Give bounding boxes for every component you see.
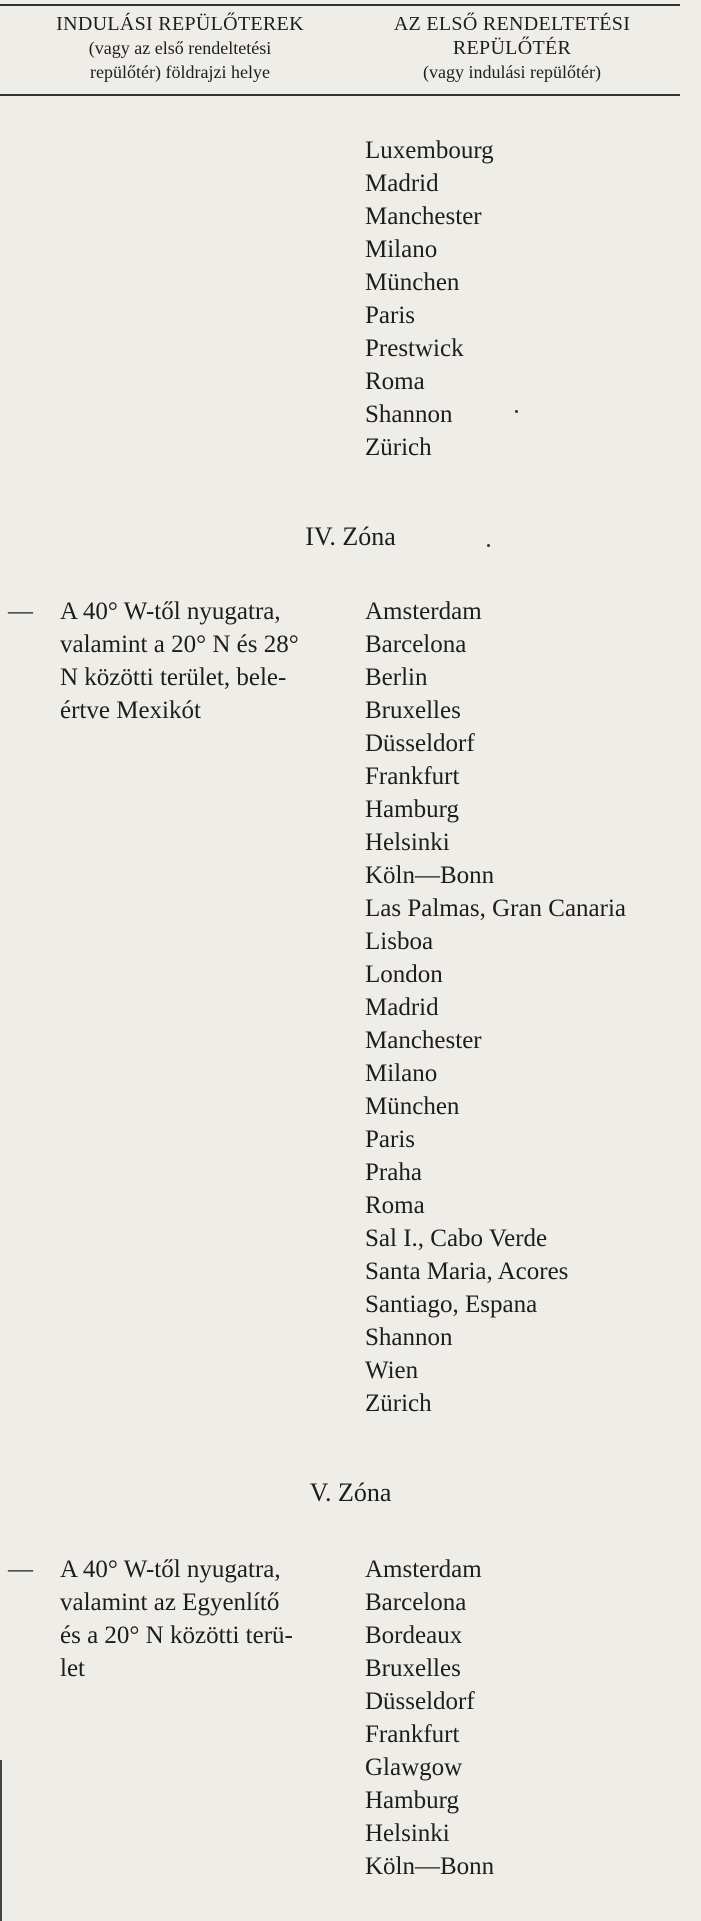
list-item: Praha — [365, 1159, 422, 1186]
list-item: Madrid — [365, 170, 439, 197]
list-item: Las Palmas, Gran Canaria — [365, 895, 627, 922]
header-right — [352, 12, 672, 84]
list-item: Santiago, Espana — [365, 1291, 538, 1318]
list-item: Santa Maria, Acores — [365, 1258, 569, 1285]
header-right-title1: AZ ELSŐ RENDELTETÉSI — [393, 13, 631, 35]
list-item: Berlin — [365, 664, 428, 691]
top-rule — [0, 4, 680, 6]
list-item: Roma — [365, 1192, 425, 1219]
list-item: London — [365, 961, 443, 988]
zone5-title: V. Zóna — [309, 1478, 392, 1507]
list-item: Sal I., Cabo Verde — [365, 1225, 548, 1252]
list-item: Glawgow — [365, 1754, 463, 1781]
list-item: Roma — [365, 368, 425, 395]
list-item: Manchester — [365, 203, 482, 230]
zone4-desc-line: értve Mexikót — [60, 697, 201, 724]
header-right-sub: (vagy indulási repülőtér) — [423, 62, 601, 82]
zone4-dash: — — [8, 598, 33, 625]
list-item: Helsinki — [365, 829, 450, 856]
list-item: Bruxelles — [365, 697, 461, 724]
airport-list-top — [365, 134, 494, 464]
list-item: Manchester — [365, 1027, 482, 1054]
list-item: Barcelona — [365, 631, 467, 658]
list-item: Düsseldorf — [365, 730, 475, 757]
list-item: Luxembourg — [365, 137, 494, 164]
list-item: Paris — [365, 302, 415, 329]
header-left-sub2: repülőtér) földrajzi helye — [90, 62, 270, 82]
header-right-title2: REPÜLŐTÉR — [452, 37, 572, 59]
list-item: Köln—Bonn — [365, 862, 495, 889]
list-item: Bordeaux — [365, 1622, 463, 1649]
list-item: Düsseldorf — [365, 1688, 475, 1715]
list-item: Bruxelles — [365, 1655, 461, 1682]
ink-speck — [515, 410, 518, 413]
list-item: Amsterdam — [365, 1556, 482, 1583]
list-item: Shannon — [365, 1324, 453, 1351]
list-item: Paris — [365, 1126, 415, 1153]
list-item: Frankfurt — [365, 763, 460, 790]
list-item: Frankfurt — [365, 1721, 460, 1748]
zone5-airport-list — [365, 1553, 494, 1883]
list-item: Milano — [365, 236, 438, 263]
zone4-desc-line: N közötti terület, bele- — [60, 664, 287, 691]
zone5-desc-line: A 40° W-től nyugatra, — [60, 1556, 281, 1583]
list-item: Shannon — [365, 401, 453, 428]
list-item: Barcelona — [365, 1589, 467, 1616]
list-item: Lisboa — [365, 928, 434, 955]
header-left-title: INDULÁSI REPÜLŐTEREK — [56, 13, 304, 35]
ink-speck — [487, 544, 490, 547]
list-item: München — [365, 1093, 460, 1120]
list-item: Madrid — [365, 994, 439, 1021]
list-item: Milano — [365, 1060, 438, 1087]
list-item: Köln—Bonn — [365, 1853, 495, 1880]
zone4-title: IV. Zóna — [305, 522, 396, 551]
header-left — [20, 12, 340, 84]
list-item: Zürich — [365, 434, 432, 461]
zone5-desc-line: és a 20° N közötti terü- — [60, 1622, 293, 1649]
zone5-desc-line: valamint az Egyenlítő — [60, 1589, 280, 1616]
zone5-desc-line: let — [60, 1655, 85, 1682]
list-item: Wien — [365, 1357, 419, 1384]
zone4-desc-line: valamint a 20° N és 28° — [60, 631, 299, 658]
list-item: München — [365, 269, 460, 296]
header-rule — [0, 94, 680, 96]
zone4-desc-line: A 40° W-től nyugatra, — [60, 598, 281, 625]
list-item: Prestwick — [365, 335, 464, 362]
zone5-description — [8, 1553, 348, 1685]
list-item: Hamburg — [365, 1787, 459, 1814]
zone5-dash: — — [8, 1556, 33, 1583]
list-item: Zürich — [365, 1390, 432, 1417]
header-left-sub1: (vagy az első rendeltetési — [88, 38, 272, 58]
zone4-description — [8, 595, 348, 727]
zone4-airport-list — [365, 595, 626, 1420]
left-edge-line — [0, 1760, 2, 1921]
list-item: Amsterdam — [365, 598, 482, 625]
list-item: Helsinki — [365, 1820, 450, 1847]
list-item: Hamburg — [365, 796, 459, 823]
